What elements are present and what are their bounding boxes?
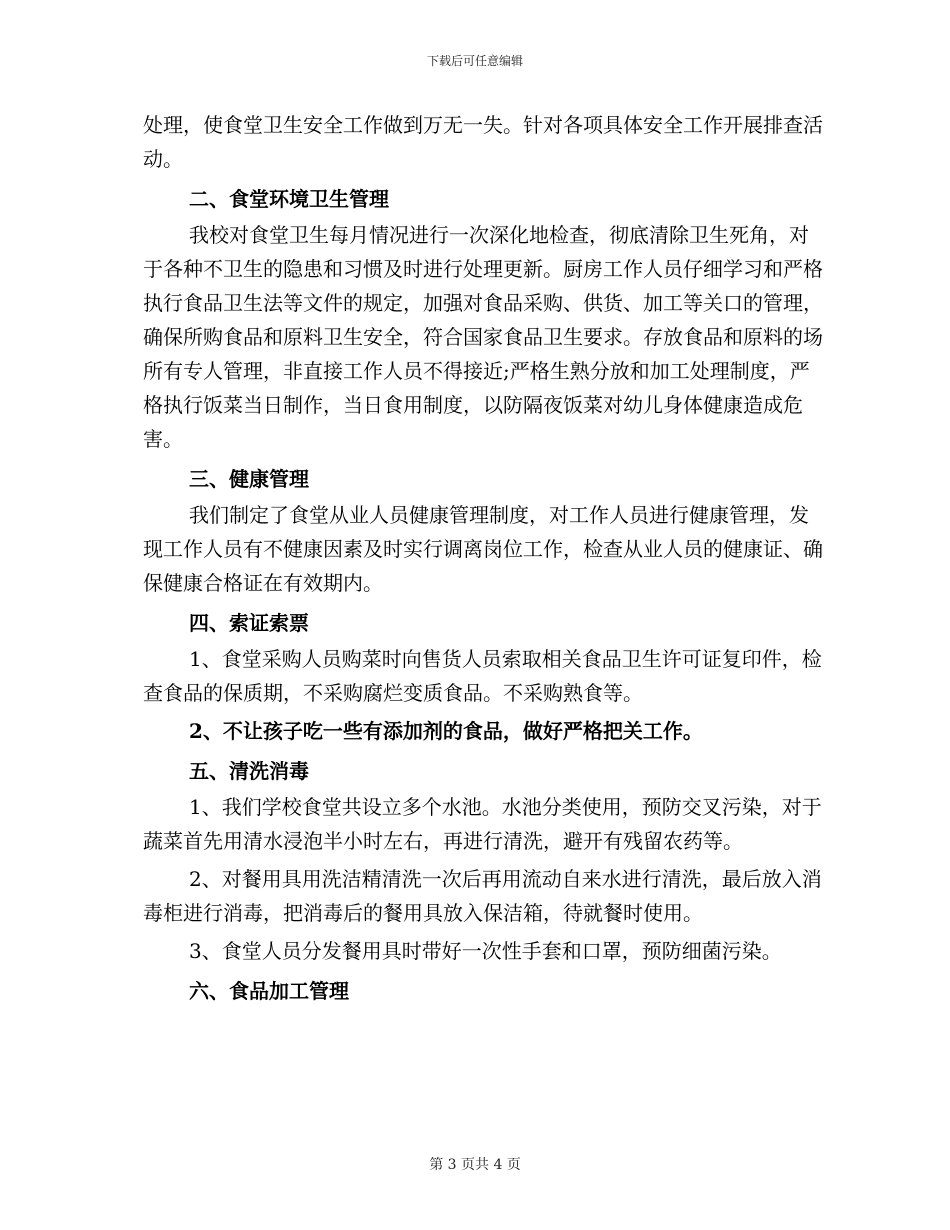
section-heading: 六、食品加工管理 xyxy=(189,979,349,1003)
paragraph: 我校对食堂卫生每月情况进行一次深化地检查，彻底清除卫生死角，对于各种不卫生的隐患和习惯及时进行处理更新。厨房工作人员仔细学习和严格执行食品卫生法等文件的规定，加强对食品采购、供货、加工等关口的管理，确保所购食品和原料卫生安全，符合国家食品卫生要求。存放食品和原料的场所有专人管理，非直接工作人员不得接近;严格生熟分放和加工处理制度，严格执行饭菜当日制作，当日食用制度，以防隔夜饭菜对幼儿身体健康造成危害。 xyxy=(143,223,823,451)
page-header: 下载后可任意编辑 xyxy=(426,54,523,68)
paragraph: 1、我们学校食堂共设立多个水池。水池分类使用，预防交叉污染，对于蔬菜首先用清水浸泡半小时左右，再进行清洗，避开有残留农药等。 xyxy=(143,795,822,853)
paragraph: 我们制定了食堂从业人员健康管理制度，对工作人员进行健康管理，发现工作人员有不健康因素及时实行调离岗位工作，检查从业人员的健康证、确保健康合格证在有效期内。 xyxy=(143,503,823,595)
page-footer: 第 3 页共 4 页 xyxy=(429,1157,521,1173)
paragraph: 处理，使食堂卫生安全工作做到万无一失。针对各项具体安全工作开展排查活动。 xyxy=(143,113,823,171)
paragraph-bold: 2、不让孩子吃一些有添加剂的食品，做好严格把关工作。 xyxy=(189,719,703,743)
paragraph: 2、对餐用具用洗洁精清洗一次后再用流动自来水进行清洗，最后放入消毒柜进行消毒，把消毒后的餐用具放入保洁箱，待就餐时使用。 xyxy=(143,867,822,925)
section-heading: 二、食堂环境卫生管理 xyxy=(189,187,389,211)
paragraph: 3、食堂人员分发餐用具时带好一次性手套和口罩，预防细菌污染。 xyxy=(189,939,782,963)
paragraph: 1、食堂采购人员购菜时向售货人员索取相关食品卫生许可证复印件，检查食品的保质期，不采购腐烂变质食品。不采购熟食等。 xyxy=(143,647,822,705)
document-body xyxy=(143,108,823,1010)
section-heading: 三、健康管理 xyxy=(189,467,309,491)
section-heading: 四、索证索票 xyxy=(189,611,309,635)
section-heading: 五、清洗消毒 xyxy=(189,759,309,783)
